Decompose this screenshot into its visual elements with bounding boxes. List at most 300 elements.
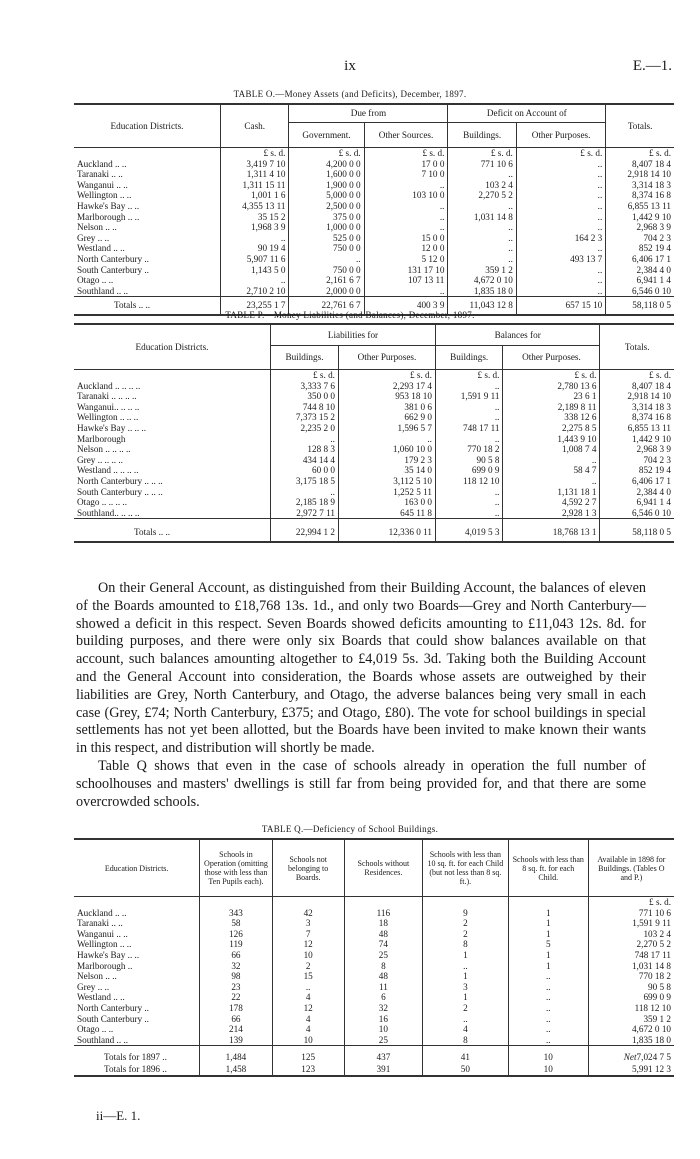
page-number: ix (344, 58, 356, 74)
total-cell: 852 19 4 (638, 243, 671, 254)
amount-cell: 4,672 0 10 (631, 1024, 671, 1035)
amount-cell: 107 13 11 (364, 275, 448, 286)
amount-cell: 2,293 17 4 (338, 381, 435, 392)
col-header-schools-in-operation: Schools in Operation (omitting those with less than Ten Pupils each). (200, 839, 272, 897)
amount-cell: .. (516, 212, 605, 223)
amount-cell: 2,270 5 2 (448, 190, 516, 201)
count-cell: 1 (508, 908, 588, 919)
district-name: North Canterbury .. (74, 1003, 200, 1014)
amount-cell: .. (435, 412, 502, 423)
total-cell: 852 19 4 (638, 465, 671, 476)
district-name: Hawke's Bay .. .. (74, 201, 221, 212)
table-o (74, 103, 674, 316)
district-name: Southland .. .. (74, 1035, 200, 1046)
table-row (74, 212, 674, 223)
col-header-buildings: Buildings. (448, 123, 516, 148)
count-cell: .. (508, 1024, 588, 1035)
blank-cell (423, 897, 509, 908)
amount-cell: .. (516, 180, 605, 191)
count-cell: 4 (272, 992, 344, 1003)
amount-cell: 118 12 10 (634, 1002, 671, 1013)
amount-cell: .. (516, 265, 605, 276)
table-row (74, 918, 674, 929)
district-name: South Canterbury .. (74, 265, 221, 276)
amount-cell: 744 8 10 (271, 402, 339, 413)
amount-cell: 90 19 4 (221, 243, 289, 254)
count-cell: 23 (200, 982, 272, 993)
count-cell: 32 (344, 1003, 422, 1014)
amount-cell: 525 0 0 (289, 233, 364, 244)
amount-cell: 58 4 7 (503, 465, 600, 476)
amount-cell: 1,311 15 11 (221, 180, 289, 191)
total-cell: 6,546 0 10 (631, 507, 671, 518)
count-cell: 3 (272, 918, 344, 929)
district-name: North Canterbury .. (74, 254, 221, 265)
amount-cell: 4,200 0 0 (289, 159, 364, 170)
total-cell: 2,384 4 0 (636, 486, 671, 497)
amount-cell: 179 2 3 (338, 455, 435, 466)
amount-cell: 131 17 10 (364, 265, 448, 276)
amount-cell: 2,710 2 10 (221, 286, 289, 297)
amount-cell: 1,596 5 7 (338, 423, 435, 434)
col-header-without-residences: Schools without Residences. (344, 839, 422, 897)
amount-cell: 1,031 14 8 (448, 212, 516, 223)
table-row (74, 159, 674, 170)
count-cell: 391 (344, 1063, 422, 1076)
col-header-district: Education Districts. (74, 324, 271, 370)
count-cell: .. (423, 961, 509, 972)
blank-cell (508, 897, 588, 908)
count-cell: 10 (508, 1046, 588, 1063)
count-cell: 42 (272, 908, 344, 919)
table-row (74, 992, 674, 1003)
count-cell: 123 (272, 1063, 344, 1076)
amount-cell: 35 14 0 (338, 465, 435, 476)
amount-cell: 17 0 0 (364, 159, 448, 170)
amount-cell: 103 10 0 (364, 190, 448, 201)
units-label: £ s. d. (364, 148, 448, 159)
amount-cell: 4,355 13 11 (221, 201, 289, 212)
amount-cell: 90 5 8 (435, 455, 502, 466)
count-cell: 8 (423, 1035, 509, 1046)
total-cell: 2,918 14 10 (627, 391, 671, 402)
count-cell: .. (508, 1035, 588, 1046)
district-name: Grey .. .. .. .. (74, 455, 271, 466)
count-cell: 8 (344, 961, 422, 972)
table-row (74, 169, 674, 180)
amount-cell: 2,972 7 11 (271, 508, 339, 519)
amount-cell: .. (364, 212, 448, 223)
table-row (74, 402, 674, 413)
amount-cell: 1,000 0 0 (289, 222, 364, 233)
col-header-liabilities: Liabilities for (271, 324, 436, 346)
district-name: Grey .. .. (74, 233, 221, 244)
count-cell: .. (508, 1003, 588, 1014)
total-cell: 58,118 0 5 (632, 527, 671, 538)
amount-cell: 103 2 4 (448, 180, 516, 191)
table-row (74, 222, 674, 233)
amount-cell: 163 0 0 (338, 497, 435, 508)
blank-cell (74, 370, 271, 381)
district-name: Marlborough (74, 434, 271, 445)
table-row (74, 939, 674, 950)
blank-cell (272, 897, 344, 908)
amount-cell: 4,019 5 3 (435, 519, 502, 542)
count-cell: 10 (344, 1024, 422, 1035)
amount-cell: 2,235 2 0 (271, 423, 339, 434)
count-cell: 32 (200, 961, 272, 972)
count-cell: .. (508, 982, 588, 993)
amount-cell: 4,592 2 7 (503, 497, 600, 508)
amount-cell: 1,311 4 10 (221, 169, 289, 180)
amount-cell: 1,835 18 0 (631, 1034, 671, 1045)
col-header-balances: Balances for (435, 324, 599, 346)
amount-cell: 1,008 7 4 (503, 444, 600, 455)
amount-cell: 2,500 0 0 (289, 201, 364, 212)
amount-cell: 5,907 11 6 (221, 254, 289, 265)
amount-cell: .. (271, 434, 339, 445)
total-cell: 2,968 3 9 (636, 222, 671, 233)
district-name: Auckland .. .. .. .. (74, 381, 271, 392)
count-cell: 25 (344, 1035, 422, 1046)
amount-cell: 2,270 5 2 (636, 939, 671, 950)
amount-cell: 953 18 10 (338, 391, 435, 402)
district-name: South Canterbury .. .. .. (74, 487, 271, 498)
count-cell: 4 (272, 1024, 344, 1035)
amount-cell: .. (435, 434, 502, 445)
units-label: £ s. d. (221, 148, 289, 159)
col-header-district: Education Districts. (74, 104, 221, 148)
table-row (74, 982, 674, 993)
table-p (74, 323, 674, 543)
amount-cell: 770 18 2 (435, 444, 502, 455)
count-cell: 66 (200, 1014, 272, 1025)
col-header-totals: Totals. (606, 104, 674, 148)
count-cell: 3 (423, 982, 509, 993)
units-label: £ s. d. (289, 148, 364, 159)
units-label: £ s. d. (649, 370, 671, 380)
col-header-buildings: Buildings. (271, 346, 339, 370)
amount-cell: 662 9 0 (338, 412, 435, 423)
units-label: £ s. d. (649, 897, 671, 907)
count-cell: 1 (423, 971, 509, 982)
table-row (74, 1014, 674, 1025)
table-row (74, 243, 674, 254)
units-label: £ s. d. (271, 370, 339, 381)
amount-cell: 7 10 0 (364, 169, 448, 180)
amount-cell: 7,373 15 2 (271, 412, 339, 423)
district-name: Wellington .. .. (74, 939, 200, 950)
district-name: Nelson .. .. .. .. (74, 444, 271, 455)
units-label: £ s. d. (338, 370, 435, 381)
amount-cell: .. (338, 434, 435, 445)
amount-cell: .. (435, 402, 502, 413)
amount-cell: 18,768 13 1 (503, 519, 600, 542)
count-cell: 9 (423, 908, 509, 919)
count-cell: 343 (200, 908, 272, 919)
table-q (74, 838, 674, 1077)
amount-cell (588, 1046, 674, 1063)
amount-cell: 748 17 11 (435, 423, 502, 434)
table-row (74, 190, 674, 201)
amount-cell: .. (221, 233, 289, 244)
count-cell: 98 (200, 971, 272, 982)
amount-cell: 12 0 0 (364, 243, 448, 254)
count-cell: 119 (200, 939, 272, 950)
amount-cell: 359 1 2 (643, 1013, 671, 1024)
count-cell: 41 (423, 1046, 509, 1063)
amount-cell: 699 0 9 (435, 465, 502, 476)
count-cell: 4 (272, 1014, 344, 1025)
amount-cell: 128 8 3 (271, 444, 339, 455)
district-name: Southland .. .. (74, 286, 221, 297)
count-cell: .. (508, 992, 588, 1003)
district-name: Otago .. .. (74, 275, 221, 286)
table-row (74, 391, 674, 402)
amount-cell: .. (516, 222, 605, 233)
col-header-other-purposes: Other Purposes. (503, 346, 600, 370)
amount-cell: 2,161 6 7 (289, 275, 364, 286)
district-name: Marlborough .. .. (74, 212, 221, 223)
blank-cell (74, 897, 200, 908)
district-name: Marlborough .. (74, 961, 200, 972)
table-row (74, 929, 674, 940)
amount-cell: 1,143 5 0 (221, 265, 289, 276)
col-header-other-sources: Other Sources. (364, 123, 448, 148)
count-cell: 1 (508, 961, 588, 972)
amount-cell: 22,761 6 7 (289, 297, 364, 315)
count-cell: 2 (423, 1003, 509, 1014)
table-row (74, 961, 674, 972)
total-cell: 2,968 3 9 (636, 444, 671, 455)
count-cell: 74 (344, 939, 422, 950)
table-row (74, 1003, 674, 1014)
amount-cell: 1,600 0 0 (289, 169, 364, 180)
amount-cell: .. (516, 275, 605, 286)
district-name: Hawke's Bay .. .. (74, 950, 200, 961)
count-cell: 139 (200, 1035, 272, 1046)
col-header-other-purposes: Other Purposes. (338, 346, 435, 370)
amount-cell: 748 17 11 (634, 949, 671, 960)
count-cell: 2 (423, 918, 509, 929)
amount-cell: 1,060 10 0 (338, 444, 435, 455)
district-name: Westland .. .. (74, 992, 200, 1003)
count-cell: 11 (344, 982, 422, 993)
amount-cell: 375 0 0 (289, 212, 364, 223)
amount-cell: 35 15 2 (221, 212, 289, 223)
amount-cell: 645 11 8 (338, 508, 435, 519)
col-header-not-belonging: Schools not belonging to Boards. (272, 839, 344, 897)
district-name: Wanganui .. .. (74, 929, 200, 940)
table-row (74, 476, 674, 487)
amount-cell: 23,255 1 7 (221, 297, 289, 315)
footer-ref: ii—E. 1. (96, 1108, 141, 1123)
totals-row (74, 519, 674, 542)
total-cell: 6,406 17 1 (631, 475, 671, 486)
district-name: Auckland .. .. (74, 908, 200, 919)
blank-cell (200, 897, 272, 908)
col-header-other-purposes: Other Purposes. (516, 123, 605, 148)
amount-cell: 771 10 6 (448, 159, 516, 170)
amount-cell: 2,780 13 6 (503, 381, 600, 392)
paragraph: Table Q shows that even in the case of schools already in operation the full number of schoolhouses and masters' dwellings is still far from being provided for, and that there are some overcrowded schools. (76, 757, 646, 810)
amount-cell: 1,900 0 0 (289, 180, 364, 191)
district-name: Grey .. .. (74, 982, 200, 993)
table-row (74, 180, 674, 191)
amount-cell: 90 5 8 (648, 981, 671, 992)
amount-cell: 1,835 18 0 (448, 286, 516, 297)
amount-value: 5,991 12 3 (631, 1063, 671, 1074)
amount-cell: .. (516, 243, 605, 254)
count-cell: 12 (272, 1003, 344, 1014)
total-cell: 6,941 1 4 (636, 275, 671, 286)
amount-cell: .. (435, 497, 502, 508)
amount-cell: 4,672 0 10 (448, 275, 516, 286)
amount-cell: 1,443 9 10 (503, 434, 600, 445)
amount-cell: .. (364, 222, 448, 233)
district-name: Otago .. .. (74, 1024, 200, 1035)
amount-cell: .. (516, 159, 605, 170)
amount-cell: .. (503, 476, 600, 487)
totals-row (74, 1046, 674, 1063)
amount-cell: 771 10 6 (638, 907, 671, 918)
amount-cell: .. (516, 286, 605, 297)
col-header-deficit: Deficit on Account of (448, 104, 606, 123)
district-name: Otago .. .. .. .. (74, 497, 271, 508)
units-label: £ s. d. (435, 370, 502, 381)
amount-cell: .. (448, 169, 516, 180)
total-cell: 6,855 13 11 (627, 422, 671, 433)
count-cell: 22 (200, 992, 272, 1003)
count-cell: 7 (272, 929, 344, 940)
count-cell: 10 (272, 950, 344, 961)
count-cell: 1 (508, 929, 588, 940)
district-name: Nelson .. .. (74, 971, 200, 982)
total-cell: 704 2 3 (643, 454, 671, 465)
count-cell: 10 (272, 1035, 344, 1046)
col-header-less-than-10: Schools with less than 10 sq. ft. for each Child (but not less than 8 sq. ft.). (423, 839, 509, 897)
count-cell: 8 (423, 939, 509, 950)
amount-cell: 1,968 3 9 (221, 222, 289, 233)
district-name: Southland.. .. .. .. (74, 508, 271, 519)
table-row (74, 508, 674, 519)
paragraph: On their General Account, as distinguished from their Building Account, the balances of eleven of the Boards amounted to £18,768 13s. 1d., and only two Boards—Grey and North Canterbury—showed a deficit in this respect. Seven Boards showed deficits amounting to £11,043 12s. 8d. for building purposes, and there were only six Boards that could show balances available on that account, such balances amounting altogether to £4,019 5s. 3d. Taking both the Building Account and the General Account into consideration, the Boards whose assets are outweighed by their liabilities are Grey, North Canterbury, and Otago, the adverse balances being very small in each case (Grey, £74; North Canterbury, £375; and Otago, £80). The vote for school buildings in special settlements has not yet been allotted, but the Boards have been invited to make known their wants in this respect, and distribution will shortly be made. (76, 580, 646, 757)
amount-cell: .. (364, 180, 448, 191)
col-header-government: Government. (289, 123, 364, 148)
amount-cell: 770 18 2 (638, 971, 671, 982)
total-cell: 3,314 18 3 (631, 401, 671, 412)
count-cell: 1 (423, 950, 509, 961)
table-row (74, 286, 674, 297)
count-cell: 214 (200, 1024, 272, 1035)
amount-cell: 3,112 5 10 (338, 476, 435, 487)
total-cell: 8,374 16 8 (631, 412, 671, 423)
count-cell: 116 (344, 908, 422, 919)
amount-cell: 5 12 0 (364, 254, 448, 265)
table-row (74, 233, 674, 244)
count-cell: 1 (508, 950, 588, 961)
amount-cell (588, 1063, 674, 1076)
district-name: Westland .. .. .. .. (74, 465, 271, 476)
units-label: £ s. d. (516, 148, 605, 159)
total-cell: 8,407 18 4 (631, 158, 671, 169)
amount-cell: 1,001 1 6 (221, 190, 289, 201)
table-row (74, 444, 674, 455)
totals-label: Totals for 1896 .. (74, 1063, 200, 1076)
col-header-cash: Cash. (221, 104, 289, 148)
amount-cell: 2,185 18 9 (271, 497, 339, 508)
count-cell: 66 (200, 950, 272, 961)
amount-cell: .. (435, 487, 502, 498)
amount-cell: 750 0 0 (289, 265, 364, 276)
amount-cell: 22,994 1 2 (271, 519, 339, 542)
table-row (74, 455, 674, 466)
blank-cell (344, 897, 422, 908)
count-cell: 48 (344, 929, 422, 940)
count-cell: 2 (272, 961, 344, 972)
district-name: Taranaki .. .. (74, 169, 221, 180)
table-q-caption: TABLE Q.—Deficiency of School Buildings. (261, 824, 439, 834)
amount-cell: 2,000 0 0 (289, 286, 364, 297)
amount-cell: .. (448, 222, 516, 233)
amount-cell: 5,000 0 0 (289, 190, 364, 201)
count-cell: 16 (344, 1014, 422, 1025)
count-cell: .. (508, 1014, 588, 1025)
table-row (74, 423, 674, 434)
amount-cell: .. (364, 201, 448, 212)
page-header (0, 58, 700, 78)
col-header-totals: Totals. (600, 324, 674, 370)
district-name: Hawke's Bay .. .. .. (74, 423, 271, 434)
count-cell: 4 (423, 1024, 509, 1035)
count-cell: 1,484 (200, 1046, 272, 1063)
table-row (74, 381, 674, 392)
table-row (74, 487, 674, 498)
table-row (74, 1035, 674, 1046)
amount-cell: 338 12 6 (503, 412, 600, 423)
col-header-available-1898: Available in 1898 for Buildings. (Tables O and P.) (588, 839, 674, 897)
amount-cell: .. (271, 487, 339, 498)
count-cell: .. (508, 971, 588, 982)
table-row (74, 908, 674, 919)
amount-cell: .. (289, 254, 364, 265)
amount-cell: 1,131 18 1 (503, 487, 600, 498)
net-prefix: Net (623, 1052, 637, 1063)
count-cell: .. (272, 982, 344, 993)
col-header-buildings: Buildings. (435, 346, 502, 370)
totals-row (74, 1063, 674, 1076)
amount-cell: .. (516, 169, 605, 180)
district-name: Taranaki .. .. (74, 918, 200, 929)
district-name: Wellington .. .. (74, 190, 221, 201)
amount-cell: .. (435, 508, 502, 519)
count-cell: 15 (272, 971, 344, 982)
count-cell: 437 (344, 1046, 422, 1063)
total-cell: 8,374 16 8 (631, 190, 671, 201)
count-cell: 18 (344, 918, 422, 929)
district-name: Wanganui.. .. .. .. (74, 402, 271, 413)
total-cell: 6,546 0 10 (631, 285, 671, 296)
amount-cell: .. (221, 275, 289, 286)
amount-cell: .. (448, 233, 516, 244)
count-cell: 25 (344, 950, 422, 961)
total-cell: 1,442 9 10 (631, 433, 671, 444)
amount-cell: 657 15 10 (516, 297, 605, 315)
table-p-caption: TABLE P.—Money Liabilities (and Balances), December, 1897. (225, 310, 475, 320)
count-cell: 48 (344, 971, 422, 982)
total-cell: 6,406 17 1 (631, 253, 671, 264)
table-row (74, 950, 674, 961)
